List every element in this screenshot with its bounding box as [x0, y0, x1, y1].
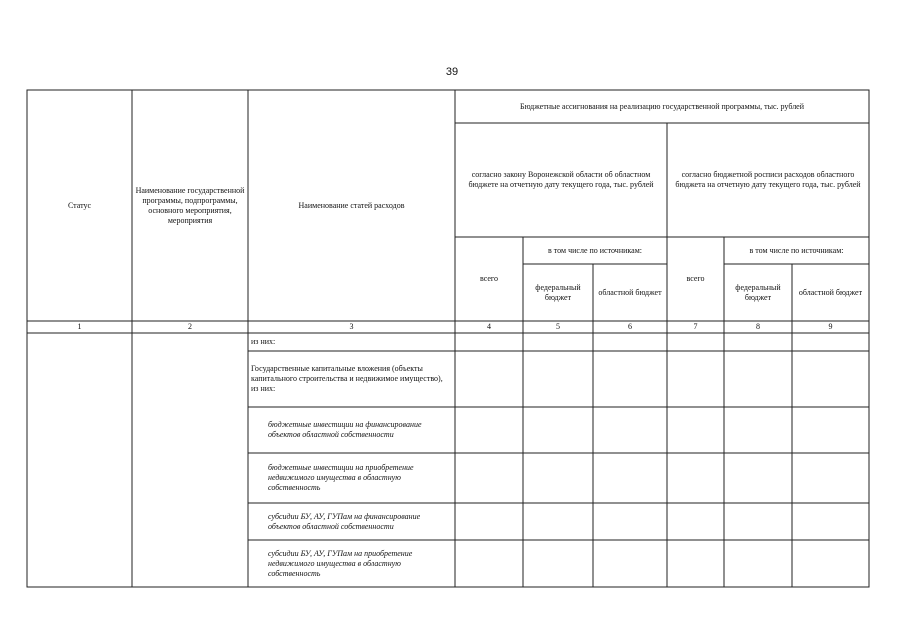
header-federal-law: федеральный бюджет — [535, 282, 581, 302]
column-number: 2 — [188, 322, 192, 331]
header-roster-group: согласно бюджетной росписи расходов областного бюджета на отчетную дату текущего года, тыс. рублей — [675, 170, 861, 189]
row-label: из них: — [251, 337, 276, 346]
column-number: 9 — [828, 322, 833, 331]
row-label: субсидии БУ, АУ, ГУПам на приобретение недвижимого имущества в областную собственность — [268, 548, 413, 578]
column-number: 7 — [693, 322, 698, 331]
row-label: бюджетные инвестиции на приобретение недвижимого имущества в областную собственность — [268, 463, 414, 492]
column-number: 3 — [349, 322, 354, 331]
page-number: 39 — [445, 66, 459, 78]
header-sources-roster: в том числе по источникам: — [749, 245, 844, 255]
header-regional-law: областной бюджет — [598, 287, 662, 297]
column-number: 4 — [487, 322, 491, 331]
header-federal-roster: федеральный бюджет — [735, 282, 781, 302]
column-number: 6 — [628, 322, 632, 331]
column-number: 8 — [756, 322, 760, 331]
header-status: Статус — [67, 200, 92, 210]
column-number: 1 — [77, 322, 82, 331]
header-program-name: Наименование государственной программы, подпрограммы, основного мероприятия, мероприятия — [135, 185, 245, 225]
header-total-roster: всего — [686, 274, 705, 283]
header-law-group: согласно закону Воронежской области об областном бюджете на отчетную дату текущего года, тыс. рублей — [468, 170, 654, 189]
column-number: 5 — [556, 322, 560, 331]
row-label: субсидии БУ, АУ, ГУПам на финансирование объектов областной собственности — [268, 511, 421, 531]
header-appropriations-group: Бюджетные ассигнования на реализацию государственной программы, тыс. рублей — [519, 101, 805, 111]
row-label: Государственные капитальные вложения (объекты капитального строительства и недвижимое имущество), из них: — [251, 364, 443, 393]
header-expense-items: Наименование статей расходов — [298, 200, 405, 210]
header-sources-law: в том числе по источникам: — [548, 245, 642, 255]
header-total-law: всего — [479, 274, 498, 283]
header-regional-roster: областной бюджет — [798, 287, 863, 297]
row-label: бюджетные инвестиции на финансирование объектов областной собственности — [268, 420, 422, 439]
